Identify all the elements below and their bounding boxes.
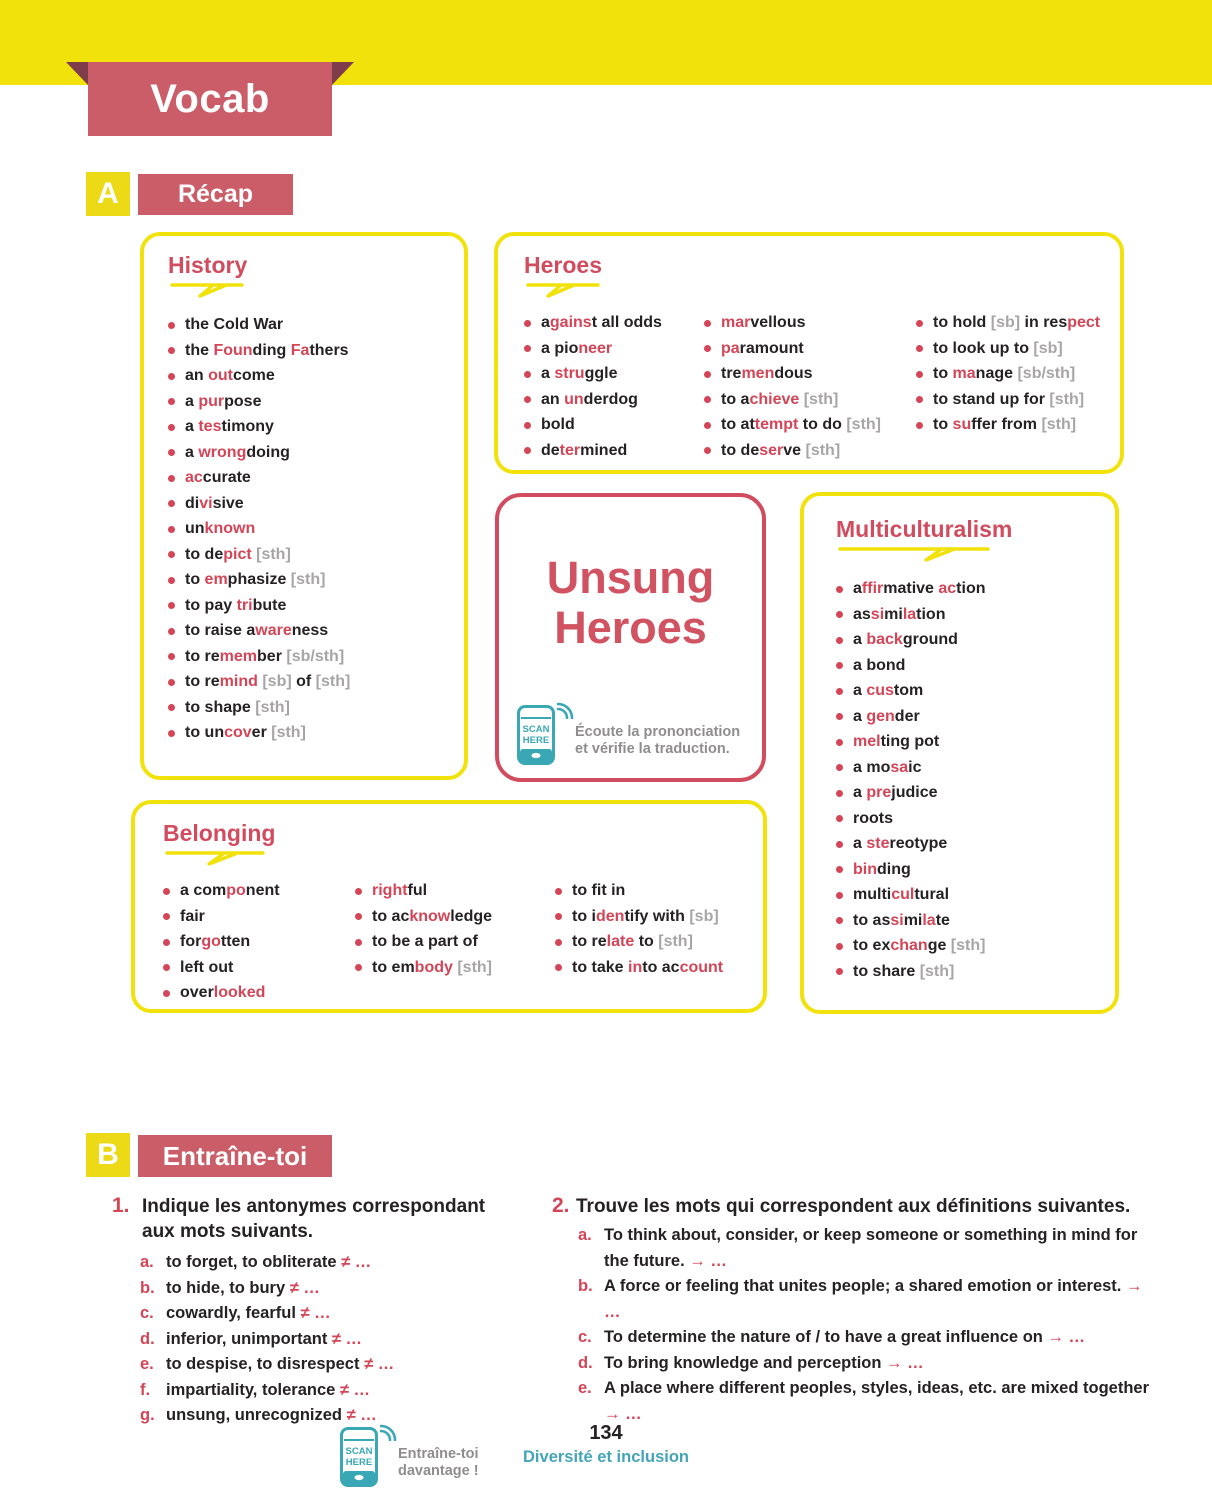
vocab-item: determined — [524, 438, 704, 464]
exercise-item: e. to despise, to disrespect ≠ … — [140, 1352, 516, 1378]
exercise-2-title: Trouve les mots qui correspondent aux définitions suivantes. — [576, 1196, 1131, 1217]
belonging-list-col3 — [555, 878, 723, 1006]
bullet-icon — [168, 730, 175, 737]
vocab-item: to attempt to do [sth] — [704, 412, 916, 438]
bullet-icon — [168, 424, 175, 431]
multiculturalism-box — [800, 492, 1119, 1014]
bullet-icon — [524, 422, 531, 429]
bullet-icon — [704, 371, 711, 378]
vocab-item: an outcome — [168, 363, 452, 389]
bullet-icon — [836, 764, 843, 771]
bullet-icon — [916, 371, 923, 378]
bullet-icon — [163, 990, 170, 997]
vocab-item: overlooked — [163, 980, 355, 1006]
bullet-icon — [163, 913, 170, 920]
vocab-item: forgotten — [163, 929, 355, 955]
vocab-item: to depict [sth] — [168, 542, 452, 568]
bullet-icon — [836, 943, 843, 950]
vocab-item: a custom — [836, 678, 1103, 704]
svg-text:SCAN: SCAN — [345, 1446, 373, 1457]
vocab-item: a pioneer — [524, 336, 704, 362]
exercise-item: b. A force or feeling that unites people; a shared emotion or interest. → … — [578, 1274, 1152, 1325]
exercise-item: a. To think about, consider, or keep someone or something in mind for the future. → … — [578, 1223, 1152, 1274]
bullet-icon — [836, 841, 843, 848]
chapter-name: Diversité et inclusion — [523, 1448, 689, 1466]
title-underline-icon — [170, 282, 244, 299]
exercise-2-list — [578, 1223, 1152, 1427]
unsung-heroes-title: Unsung Heroes — [546, 552, 715, 653]
bullet-icon — [704, 320, 711, 327]
vocab-item: rightful — [355, 878, 555, 904]
bullet-icon — [355, 913, 362, 920]
bullet-icon — [836, 611, 843, 618]
exercise-item-letter: d. — [140, 1329, 155, 1348]
history-list — [168, 312, 452, 746]
page-title: Vocab — [150, 76, 270, 121]
vocab-item: to emphasize [sth] — [168, 567, 452, 593]
exercise-1-heading — [112, 1194, 516, 1244]
bullet-icon — [163, 939, 170, 946]
vocab-item: an underdog — [524, 387, 704, 413]
vocab-item: unknown — [168, 516, 452, 542]
bullet-icon — [704, 345, 711, 352]
bullet-icon — [916, 320, 923, 327]
vocab-item: binding — [836, 857, 1103, 883]
vocab-item: to raise awareness — [168, 618, 452, 644]
bullet-icon — [524, 396, 531, 403]
heroes-box-title: Heroes — [524, 252, 602, 278]
bullet-icon — [555, 939, 562, 946]
exercise-1-number: 1. — [112, 1194, 130, 1217]
bullet-icon — [836, 968, 843, 975]
exercise-item-letter: f. — [140, 1380, 151, 1399]
history-box-title: History — [168, 252, 248, 278]
section-a-label: Récap — [138, 174, 293, 215]
exercise-item: b. to hide, to bury ≠ … — [140, 1276, 516, 1302]
vocab-item: to uncover [sth] — [168, 720, 452, 746]
bullet-icon — [916, 345, 923, 352]
bullet-icon — [168, 551, 175, 558]
bullet-icon — [168, 679, 175, 686]
vocab-ribbon — [88, 62, 332, 136]
vocab-item: a gender — [836, 704, 1103, 730]
sound-waves-icon — [557, 699, 575, 719]
exercise-1-title: Indique les antonymes correspondant aux mots suivants. — [142, 1196, 486, 1242]
vocab-item: to pay tribute — [168, 593, 452, 619]
exercise-2-number: 2. — [552, 1194, 570, 1217]
bullet-icon — [555, 913, 562, 920]
bullet-icon — [916, 396, 923, 403]
bullet-icon — [836, 866, 843, 873]
title-underline-icon — [838, 546, 990, 563]
exercise-item-letter: c. — [140, 1304, 154, 1322]
svg-text:SCAN: SCAN — [522, 724, 550, 735]
vocab-item: a mosaic — [836, 755, 1103, 781]
exercise-item: e. A place where different peoples, styles, ideas, etc. are mixed together → … — [578, 1376, 1152, 1427]
vocab-item: a background — [836, 627, 1103, 653]
bullet-icon — [168, 704, 175, 711]
exercise-item-letter: b. — [140, 1278, 155, 1297]
vocab-item: to remind [sb] of [sth] — [168, 669, 452, 695]
exercise-1 — [112, 1194, 516, 1429]
vocab-item: a prejudice — [836, 780, 1103, 806]
bullet-icon — [704, 447, 711, 454]
vocab-item: multicultural — [836, 882, 1103, 908]
title-underline-icon — [165, 850, 265, 867]
belonging-list-col2 — [355, 878, 555, 1006]
heroes-list-col2 — [704, 310, 916, 463]
svg-text:HERE: HERE — [522, 735, 550, 746]
vocab-item: to deserve [sth] — [704, 438, 916, 464]
page-number: 134 — [589, 1422, 623, 1444]
vocab-item: to look up to [sb] — [916, 336, 1100, 362]
bullet-icon — [168, 322, 175, 329]
exercise-item: d. To bring knowledge and perception → … — [578, 1351, 1152, 1377]
scan-note — [517, 699, 740, 765]
bullet-icon — [836, 586, 843, 593]
vocab-item: accurate — [168, 465, 452, 491]
bullet-icon — [524, 447, 531, 454]
bullet-icon — [168, 373, 175, 380]
bullet-icon — [355, 939, 362, 946]
exercise-1-list — [140, 1250, 516, 1429]
vocab-item: bold — [524, 412, 704, 438]
bullet-icon — [524, 345, 531, 352]
exercise-item-letter: d. — [578, 1353, 593, 1372]
exercise-item-letter: a. — [140, 1253, 154, 1271]
vocab-item: roots — [836, 806, 1103, 832]
vocab-item: a testimony — [168, 414, 452, 440]
vocab-item: to fit in — [555, 878, 723, 904]
bullet-icon — [168, 398, 175, 405]
exercise-item-letter: e. — [578, 1379, 592, 1397]
vocab-item: a bond — [836, 653, 1103, 679]
vocab-item: against all odds — [524, 310, 704, 336]
multiculturalism-box-title: Multiculturalism — [836, 516, 1013, 542]
vocab-item: to remember [sb/sth] — [168, 644, 452, 670]
heroes-list-col3 — [916, 310, 1100, 463]
bullet-icon — [836, 739, 843, 746]
bullet-icon — [704, 422, 711, 429]
bullet-icon — [836, 637, 843, 644]
exercise-item: g. unsung, unrecognized ≠ … — [140, 1403, 516, 1429]
bullet-icon — [168, 449, 175, 456]
unsung-heroes-box — [495, 493, 766, 782]
bullet-icon — [524, 371, 531, 378]
svg-text:HERE: HERE — [345, 1457, 373, 1468]
belonging-list-col1 — [163, 878, 355, 1006]
exercise-2 — [552, 1194, 1152, 1427]
multiculturalism-list — [836, 576, 1103, 984]
exercise-item: c. cowardly, fearful ≠ … — [140, 1301, 516, 1327]
vocab-item: to assimilate — [836, 908, 1103, 934]
vocab-item: to hold [sb] in respect — [916, 310, 1100, 336]
bullet-icon — [836, 892, 843, 899]
heroes-box — [494, 232, 1124, 474]
vocab-item: to shape [sth] — [168, 695, 452, 721]
vocab-item: divisive — [168, 491, 452, 517]
bullet-icon — [836, 713, 843, 720]
bullet-icon — [168, 347, 175, 354]
vocab-item: to take into account — [555, 955, 723, 981]
vocab-item: a component — [163, 878, 355, 904]
exercise-item-letter: g. — [140, 1406, 155, 1424]
vocab-item: the Cold War — [168, 312, 452, 338]
vocab-item: a struggle — [524, 361, 704, 387]
bullet-icon — [163, 964, 170, 971]
vocab-item: to share [sth] — [836, 959, 1103, 985]
section-b-label: Entraîne-toi — [138, 1135, 332, 1177]
page-footer — [0, 1422, 1212, 1467]
exercise-item: d. inferior, unimportant ≠ … — [140, 1327, 516, 1353]
bullet-icon — [836, 815, 843, 822]
exercise-2-heading — [552, 1194, 1152, 1219]
vocab-item: to manage [sb/sth] — [916, 361, 1100, 387]
vocab-item: the Founding Fathers — [168, 338, 452, 364]
bullet-icon — [163, 888, 170, 895]
belonging-box-title: Belonging — [163, 820, 276, 846]
exercise-item: f. impartiality, tolerance ≠ … — [140, 1378, 516, 1404]
bullet-icon — [704, 396, 711, 403]
section-b-badge: B — [86, 1133, 130, 1177]
belonging-box — [131, 800, 767, 1013]
exercise-item-letter: a. — [578, 1226, 592, 1244]
vocab-item: melting pot — [836, 729, 1103, 755]
vocab-item: to identify with [sb] — [555, 904, 723, 930]
bullet-icon — [836, 790, 843, 797]
bullet-icon — [916, 422, 923, 429]
vocab-item: assimilation — [836, 602, 1103, 628]
vocab-item: to suffer from [sth] — [916, 412, 1100, 438]
bullet-icon — [168, 526, 175, 533]
bullet-icon — [168, 628, 175, 635]
bullet-icon — [168, 653, 175, 660]
bullet-icon — [355, 964, 362, 971]
bullet-icon — [555, 964, 562, 971]
bullet-icon — [836, 688, 843, 695]
heroes-list-col1 — [524, 310, 704, 463]
bullet-icon — [168, 500, 175, 507]
exercise-item-letter: e. — [140, 1355, 154, 1373]
vocab-item: left out — [163, 955, 355, 981]
bullet-icon — [524, 320, 531, 327]
bullet-icon — [836, 917, 843, 924]
exercise-item-letter: b. — [578, 1277, 593, 1295]
vocab-item: a purpose — [168, 389, 452, 415]
title-underline-icon — [526, 282, 600, 299]
bullet-icon — [168, 475, 175, 482]
vocab-item: affirmative action — [836, 576, 1103, 602]
vocab-item: to stand up for [sth] — [916, 387, 1100, 413]
exercise-item: c. To determine the nature of / to have a great influence on → … — [578, 1325, 1152, 1351]
vocab-item: to acknowledge — [355, 904, 555, 930]
exercise-item-letter: c. — [578, 1328, 592, 1346]
bullet-icon — [168, 577, 175, 584]
vocab-item: a wrongdoing — [168, 440, 452, 466]
vocab-item: to relate to [sth] — [555, 929, 723, 955]
bullet-icon — [168, 602, 175, 609]
vocab-item: paramount — [704, 336, 916, 362]
vocab-item: marvellous — [704, 310, 916, 336]
bullet-icon — [355, 888, 362, 895]
section-a-badge: A — [86, 172, 130, 216]
bullet-icon — [836, 662, 843, 669]
vocab-item: to be a part of — [355, 929, 555, 955]
vocab-item: to exchange [sth] — [836, 933, 1103, 959]
vocab-item: tremendous — [704, 361, 916, 387]
vocab-item: to embody [sth] — [355, 955, 555, 981]
vocab-item: fair — [163, 904, 355, 930]
scan-caption-b: Entraîne-toi davantage ! — [398, 1445, 479, 1480]
exercise-item: a. to forget, to obliterate ≠ … — [140, 1250, 516, 1276]
bullet-icon — [555, 888, 562, 895]
scan-phone-icon — [517, 699, 573, 765]
vocab-item: a stereotype — [836, 831, 1103, 857]
history-box — [140, 232, 468, 780]
scan-caption: Écoute la prononciation et vérifie la traduction. — [575, 723, 741, 758]
vocab-item: to achieve [sth] — [704, 387, 916, 413]
